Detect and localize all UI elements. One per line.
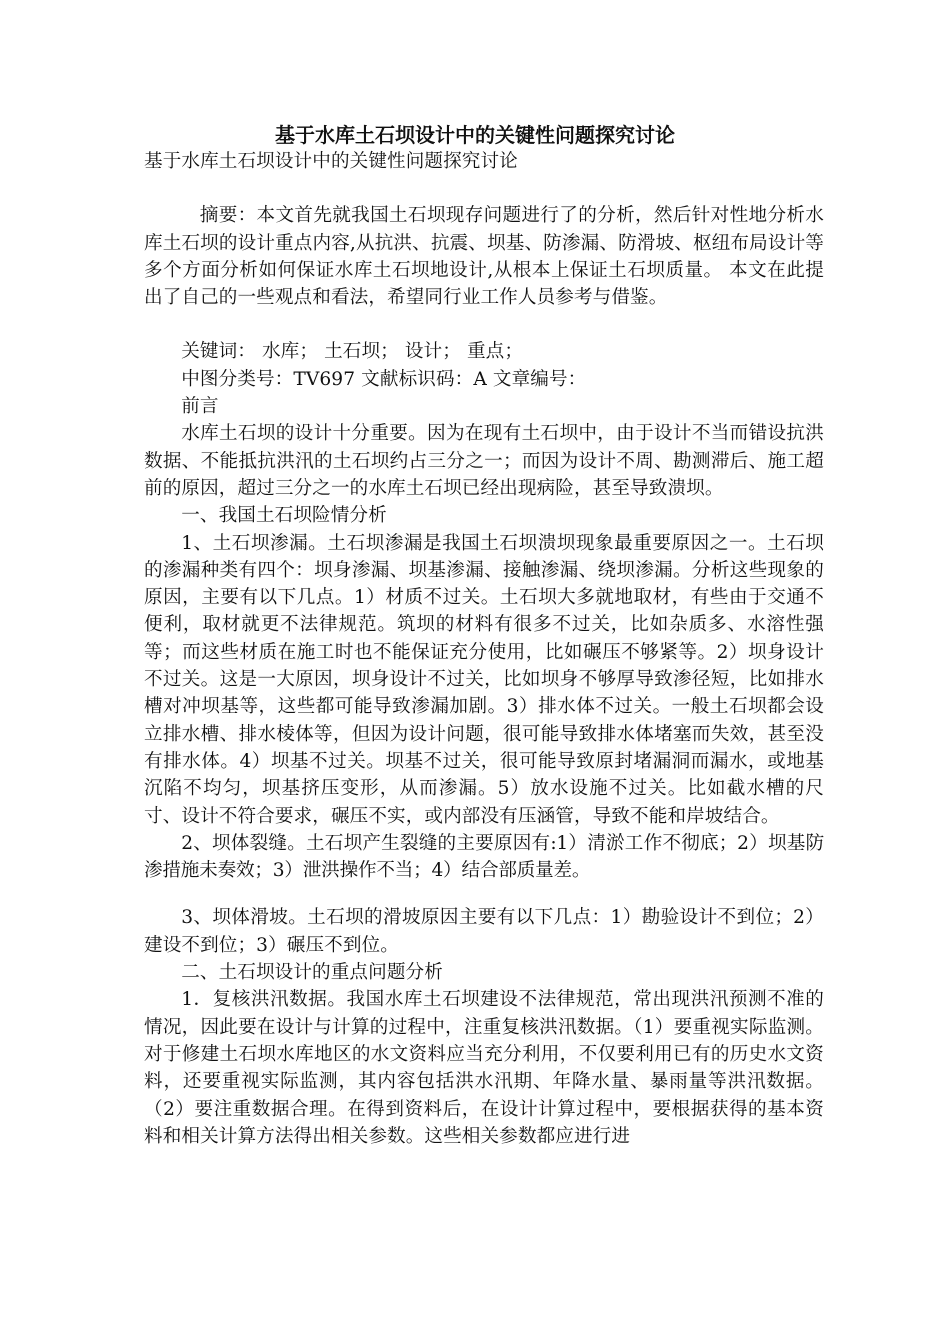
spacer: [144, 175, 824, 202]
section-1-heading: 一、我国土石坝险情分析: [181, 505, 387, 527]
preface-heading: 前言: [181, 396, 219, 418]
spacer: [144, 884, 824, 904]
document-subtitle: 基于水库土石坝设计中的关键性问题探究讨论: [144, 151, 518, 172]
section-1-paragraph-1: 1、土石坝渗漏。土石坝渗漏是我国土石坝溃坝现象最重要原因之一。土石坝的渗漏种类有四个：坝身渗漏、坝基渗漏、接触渗漏、绕坝渗漏。分析这些现象的原因，主要有以下几点。1）材质不过关。土石坝大多就地取材，有些由于交通不便利，取材就更不法律规范。筑坝的材料有很多不过关，比如杂质多、水溶性强等；而这些材质在施工时也不能保证充分使用，比如碾压不够紧等。2）坝身设计不过关。这是一大原因，坝身设计不过关，比如坝身不够厚导致渗径短，比如排水槽对冲坝基等，这些都可能导致渗漏加剧。3）排水体不过关。一般土石坝都会设立排水槽、排水棱体等，但因为设计问题，很可能导致排水体堵塞而失效，甚至没有排水体。4）坝基不过关。坝基不过关，很可能导致原封堵漏洞而漏水，或地基沉陷不均匀，坝基挤压变形，从而渗漏。5）放水设施不过关。比如截水槽的尺寸、设计不符合要求，碾压不实，或内部没有压涵管，导致不能和岸坡结合。: [144, 532, 824, 827]
abstract-paragraph: 摘要：本文首先就我国土石坝现存问题进行了的分析，然后针对性地分析水库土石坝的设计重点内容,从抗洪、抗震、坝基、防渗漏、防滑坡、枢纽布局设计等多个方面分析如何保证水库土石坝地设计,从根本上保证土石坝质量。 本文在此提出了自己的一些观点和看法，希望同行业工作人员参考与借鉴。: [144, 205, 824, 309]
section-1-paragraph-3: 3、坝体滑坡。土石坝的滑坡原因主要有以下几点：1）勘验设计不到位；2）建设不到位；3）碾压不到位。: [144, 907, 824, 956]
section-1-paragraph-2: 2、坝体裂缝。土石坝产生裂缝的主要原因有:1）清淤工作不彻底；2）坝基防渗措施未奏效；3）泄洪操作不当；4）结合部质量差。: [144, 832, 824, 882]
classification-line: 中图分类号：TV697 文献标识码：A 文章编号：: [181, 368, 587, 390]
section-2-heading: 二、土石坝设计的重点问题分析: [181, 962, 443, 984]
preface-paragraph: 水库土石坝的设计十分重要。因为在现有土石坝中，由于设计不当而错设抗洪数据、不能抵抗洪汛的土石坝约占三分之一；而因为设计不周、勘测滞后、施工超前的原因，超过三分之一的水库土石坝已经出现病险，甚至导致溃坝。: [144, 423, 824, 499]
document-body: [144, 148, 824, 1150]
keywords-line: 关键词： 水库； 土石坝； 设计； 重点；: [181, 341, 524, 363]
spacer: [144, 311, 824, 338]
section-2-paragraph-1: 1．复核洪汛数据。我国水库土石坝建设不法律规范，常出现洪汛预测不准的情况，因此要在设计与计算的过程中，注重复核洪汛数据。（1）要重视实际监测。对于修建土石坝水库地区的水文资料应当充分利用，不仅要利用已有的历史水文资料，还要重视实际监测，其内容包括洪水汛期、年降水量、暴雨量等洪汛数据。（2）要注重数据合理。在得到资料后，在设计计算过程中，要根据获得的基本资料和相关计算方法得出相关参数。这些相关参数都应进行进: [144, 989, 824, 1147]
document-title: 基于水库土石坝设计中的关键性问题探究讨论: [275, 123, 675, 147]
